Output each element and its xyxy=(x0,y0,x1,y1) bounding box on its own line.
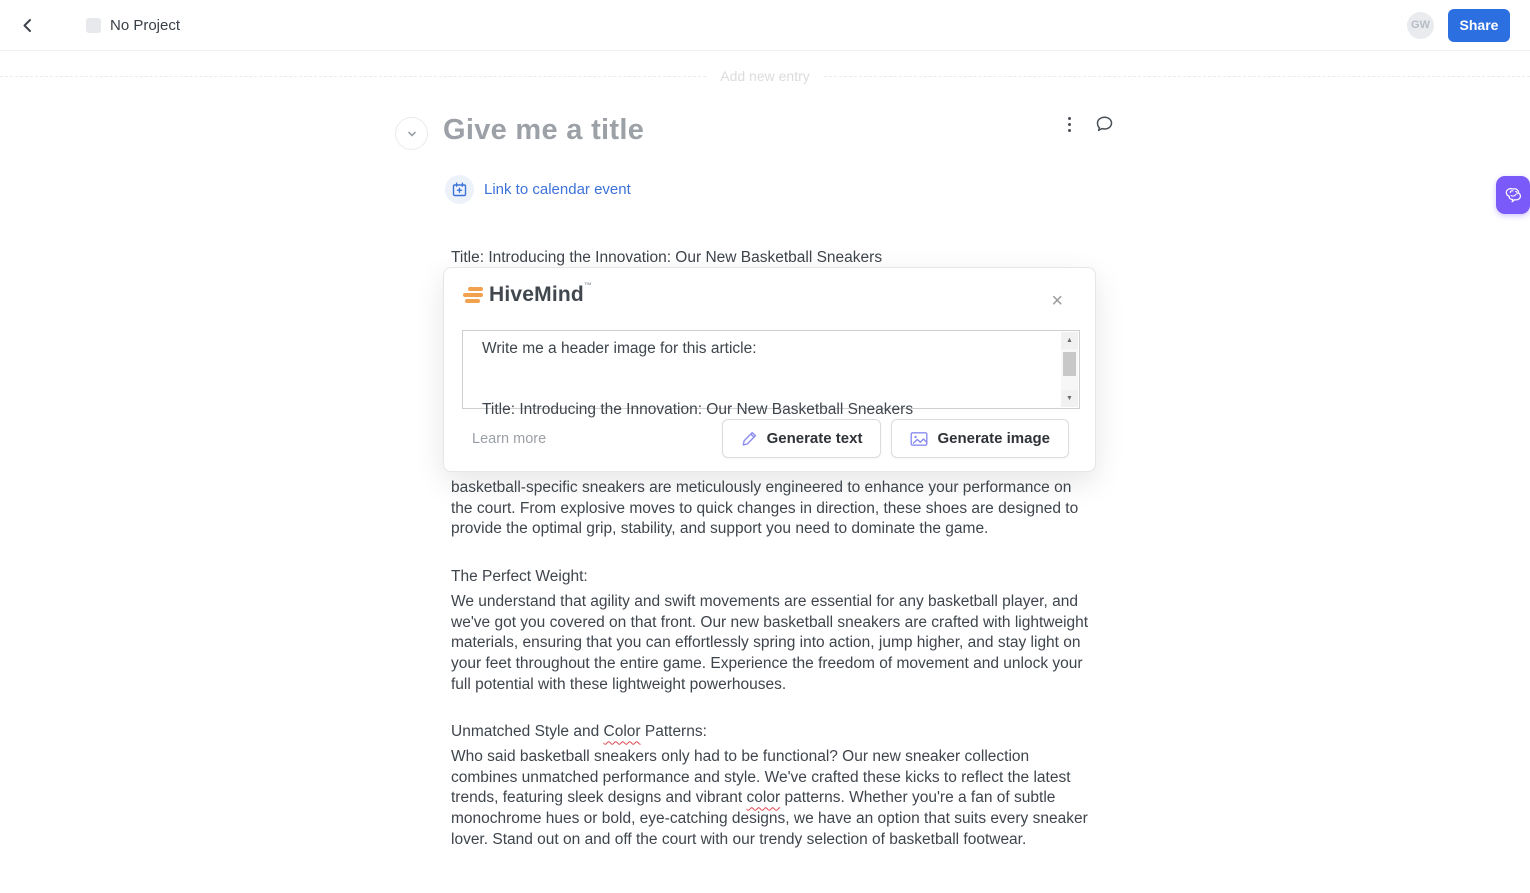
prompt-clipped-line: Title: Introducing the Innovation: Our New Basketball Sneakers xyxy=(482,401,914,418)
add-new-entry-label: Add new entry xyxy=(720,68,810,84)
article-title-line[interactable]: Title: Introducing the Innovation: Our New Basketball Sneakers xyxy=(451,249,883,266)
prompt-textarea[interactable] xyxy=(462,330,1080,418)
article-paragraph[interactable]: basketball-specific sneakers are meticulously engineered to enhance your performance on the court. From explosive moves to quick changes in direction, these shoes are designed to provide the optimal grip, stability, and support you need to dominate the game. xyxy=(451,479,1079,538)
generate-text-label: Generate text xyxy=(766,430,863,447)
popup-header xyxy=(463,283,1077,313)
learn-more-link[interactable]: Learn more xyxy=(472,430,547,447)
hivemind-logo xyxy=(463,283,592,307)
comments-button[interactable] xyxy=(1093,113,1115,135)
calendar-plus-icon xyxy=(452,182,467,197)
kebab-menu-icon xyxy=(1068,117,1071,132)
scrollbar-track[interactable] xyxy=(1061,349,1078,390)
close-popup-button[interactable]: × xyxy=(1047,289,1067,313)
overflow-menu-button[interactable] xyxy=(1058,113,1080,135)
scroll-down-button[interactable]: ▼ xyxy=(1061,390,1078,407)
textarea-scrollbar[interactable] xyxy=(1061,332,1078,407)
article-paragraph[interactable]: Who said basketball sneakers only had to be functional? Our new sneaker collection combines unmatched performance and style. We've crafted these kicks to reflect the latest trends, featuring sleek designs and vibrant color patterns. Whether you're a fan of subtle monochrome hues or bold, eye-catching designs, we have an option that suits every sneaker lover. Stand out on and off the court with our trendy selection of basketball footwear. xyxy=(451,748,1088,848)
link-to-calendar-row[interactable] xyxy=(445,175,631,204)
spellcheck-word: color xyxy=(746,789,781,807)
chevron-left-icon xyxy=(20,18,35,33)
generate-text-button[interactable] xyxy=(722,419,882,458)
hivemind-bars-icon xyxy=(463,286,485,305)
trademark-symbol: ™ xyxy=(583,281,593,290)
calendar-icon-circle xyxy=(445,175,474,204)
article-heading[interactable]: Unmatched Style and Color Patterns: xyxy=(451,723,707,741)
share-button[interactable]: Share xyxy=(1448,9,1510,42)
spellcheck-word: Color xyxy=(603,723,641,741)
generate-buttons xyxy=(722,419,1069,458)
scrollbar-thumb[interactable] xyxy=(1063,352,1076,376)
project-label: No Project xyxy=(110,16,181,34)
project-square-icon xyxy=(86,18,101,33)
avatar[interactable]: GW xyxy=(1407,12,1434,39)
image-icon xyxy=(910,431,928,447)
prompt-text: Write me a header image for this article: xyxy=(482,340,757,357)
chevron-down-icon xyxy=(406,128,418,140)
topbar-right xyxy=(1407,9,1510,42)
calendar-link-label: Link to calendar event xyxy=(484,181,631,198)
back-button[interactable] xyxy=(10,8,44,42)
brain-icon xyxy=(1502,184,1524,206)
ai-assistant-fab[interactable] xyxy=(1496,176,1530,214)
generate-image-button[interactable] xyxy=(891,419,1069,458)
hivemind-popup xyxy=(443,267,1096,472)
project-selector[interactable] xyxy=(86,17,180,34)
pencil-icon xyxy=(741,430,758,447)
collapse-note-button[interactable] xyxy=(395,117,428,150)
divider-dash-right xyxy=(824,76,1530,77)
article-body xyxy=(451,478,1092,851)
article-paragraph[interactable]: We understand that agility and swift movements are essential for any basketball player, and we've got you covered on that front. Our new basketball sneakers are crafted with lightweight materials, ensuring that you can effortlessly spring into action, jump higher, and stay light on your feet throughout the entire game. Experience the freedom of movement and unlock your full potential with these lightweight powerhouses. xyxy=(451,592,1089,693)
add-new-entry-row[interactable] xyxy=(0,66,1530,86)
divider-dash-left xyxy=(0,76,706,77)
hivemind-wordmark: HiveMind™ xyxy=(489,281,593,306)
note-title-placeholder[interactable]: Give me a title xyxy=(443,114,645,146)
generate-image-label: Generate image xyxy=(937,430,1050,447)
note-actions xyxy=(1058,113,1115,135)
scroll-up-button[interactable]: ▲ xyxy=(1061,332,1078,349)
popup-footer xyxy=(472,419,1069,458)
speech-bubble-icon xyxy=(1094,114,1115,134)
article-heading[interactable]: The Perfect Weight: xyxy=(451,568,588,586)
top-bar xyxy=(0,0,1530,51)
